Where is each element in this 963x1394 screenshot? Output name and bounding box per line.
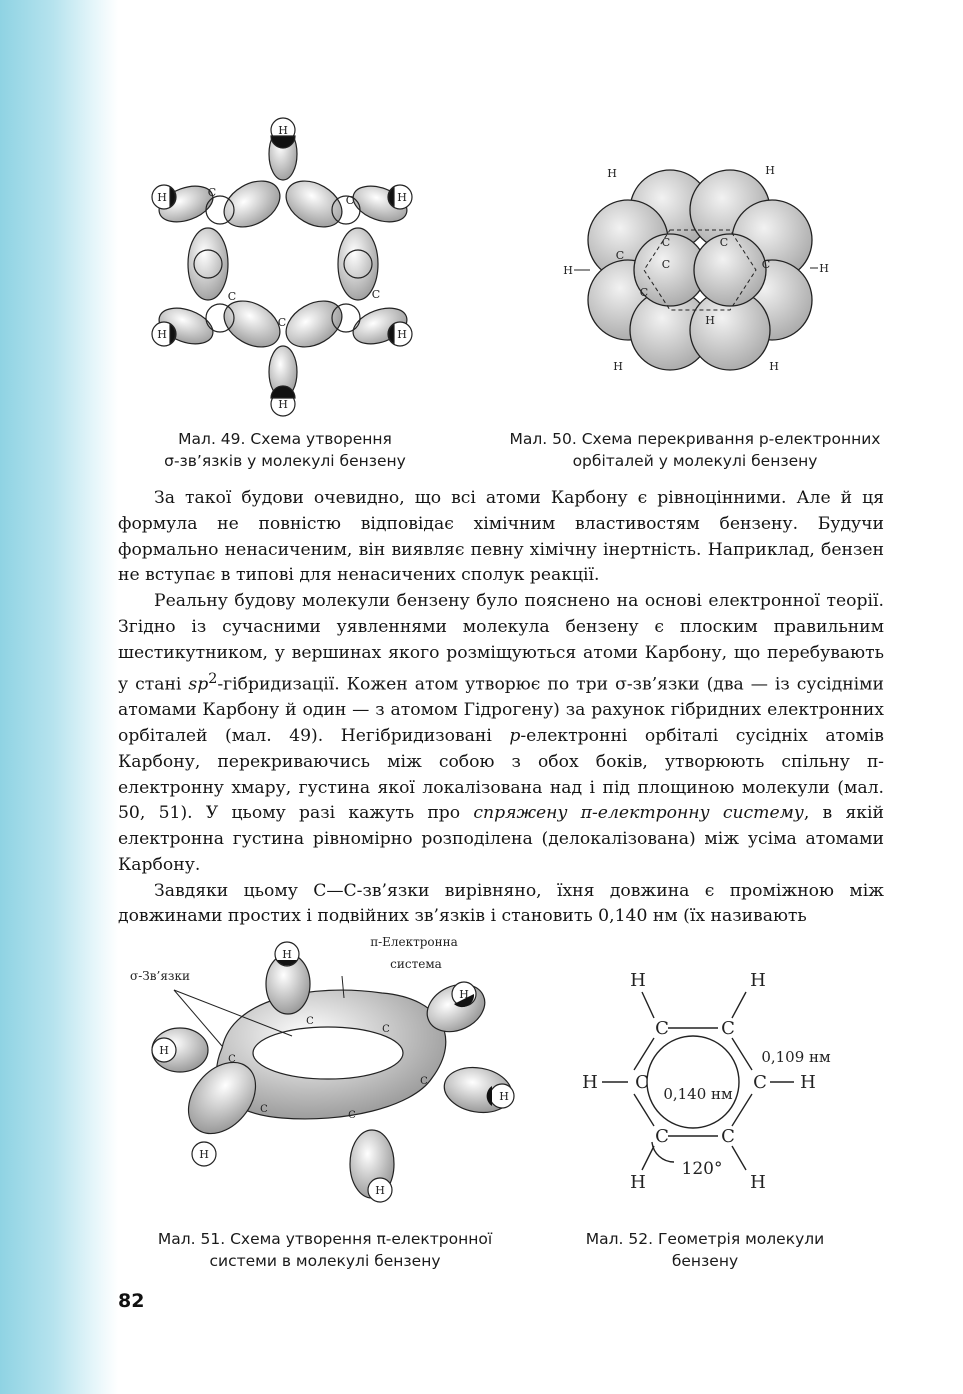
fig51-c-label: C bbox=[382, 1024, 390, 1035]
figure-52-benzene-geometry-diagram bbox=[570, 962, 860, 1197]
figure-50-caption: Мал. 50. Схема перекривання p-електронних орбіталей у молекулі бензену bbox=[509, 430, 881, 470]
paragraph-1: За такої будови очевидно, що всі атоми Карбону є рівноцінними. Але й ця формула не повністю відповідає хімічним властивостям бензену. Будучи формально ненасиченим, він виявляє певну хімічну інертність. Наприклад, бензен не вступає в типові для ненасичених сполук реакції. bbox=[118, 488, 884, 586]
fig52-c-label: C bbox=[655, 1018, 669, 1039]
side-color-band bbox=[0, 0, 118, 1394]
fig49-c-label: C bbox=[277, 316, 287, 329]
fig50-c-label: C bbox=[661, 258, 671, 271]
page-number: 82 bbox=[118, 1290, 145, 1312]
fig52-c-label: C bbox=[655, 1126, 669, 1147]
fig49-c-label: C bbox=[371, 288, 381, 301]
fig52-c-label: C bbox=[753, 1072, 767, 1093]
fig50-c-label: C bbox=[761, 258, 771, 271]
fig51-c-label: C bbox=[348, 1110, 356, 1121]
fig51-c-label: C bbox=[420, 1076, 428, 1087]
fig49-h-label: H bbox=[397, 191, 407, 204]
fig52-cc-bond-length: 0,140 нм bbox=[663, 1085, 733, 1103]
fig51-h-label: H bbox=[459, 988, 469, 1001]
fig52-h-label: H bbox=[750, 1172, 766, 1193]
fig51-pi-label-line1: π-Електронна bbox=[370, 935, 458, 949]
fig51-h-label: H bbox=[499, 1090, 509, 1103]
fig51-sigma-label: σ-Зв’язки bbox=[130, 969, 190, 983]
fig50-h-label: H bbox=[563, 264, 573, 277]
figure-51-caption: Мал. 51. Схема утворення π-електронної системи в молекулі бензену bbox=[157, 1230, 493, 1270]
figure-50-p-orbital-overlap-diagram bbox=[560, 150, 840, 390]
fig50-h-label: H bbox=[819, 262, 829, 275]
fig49-h-label: H bbox=[157, 328, 167, 341]
fig50-h-label: H bbox=[705, 314, 715, 327]
fig49-c-label: C bbox=[207, 186, 217, 199]
fig50-h-label: H bbox=[613, 360, 623, 373]
fig49-c-label: C bbox=[227, 290, 237, 303]
figure-51-pi-electron-system-diagram bbox=[112, 928, 532, 1218]
figure-49-caption: Мал. 49. Схема утворення σ-зв’язків у молекулі бензену bbox=[164, 430, 406, 470]
fig51-c-label: C bbox=[260, 1104, 268, 1115]
fig52-c-label: C bbox=[721, 1126, 735, 1147]
fig51-pi-label-line2: система bbox=[390, 957, 442, 971]
fig51-h-label: H bbox=[375, 1184, 385, 1197]
fig49-h-label: H bbox=[157, 191, 167, 204]
paragraph-3: Завдяки цьому C—C-зв’язки вирівняно, їхня довжина є проміжною між довжинами простих і подвійних зв’язків і становить 0,140 нм (їх називають bbox=[118, 880, 884, 927]
fig51-h-label: H bbox=[199, 1148, 209, 1161]
fig50-c-label: C bbox=[661, 236, 671, 249]
fig52-h-label: H bbox=[750, 970, 766, 991]
fig52-h-label: H bbox=[630, 1172, 646, 1193]
figure-49-sigma-bonds-diagram bbox=[140, 112, 430, 422]
fig49-c-label: C bbox=[345, 194, 355, 207]
fig50-c-label: C bbox=[615, 249, 625, 262]
fig50-h-label: H bbox=[769, 360, 779, 373]
fig50-c-label: C bbox=[719, 236, 729, 249]
fig51-h-label: H bbox=[282, 948, 292, 961]
fig49-h-label: H bbox=[278, 398, 288, 411]
fig50-c-label: C bbox=[639, 286, 649, 299]
fig52-h-label: H bbox=[800, 1072, 816, 1093]
fig51-h-label: H bbox=[159, 1044, 169, 1057]
fig52-h-label: H bbox=[630, 970, 646, 991]
fig50-h-label: H bbox=[607, 167, 617, 180]
fig51-c-label: C bbox=[228, 1054, 236, 1065]
fig52-ch-bond-length: 0,109 нм bbox=[761, 1048, 831, 1066]
fig52-h-label: H bbox=[582, 1072, 598, 1093]
fig52-c-label: C bbox=[635, 1072, 649, 1093]
body-text bbox=[118, 486, 884, 930]
fig49-h-label: H bbox=[397, 328, 407, 341]
fig50-h-label: H bbox=[765, 164, 775, 177]
fig49-h-label: H bbox=[278, 124, 288, 137]
figure-52-caption: Мал. 52. Геометрія молекули бензену bbox=[585, 1230, 825, 1270]
fig52-c-label: C bbox=[721, 1018, 735, 1039]
fig52-angle-label: 120° bbox=[681, 1159, 723, 1179]
fig51-c-label: C bbox=[306, 1016, 314, 1027]
paragraph-2: Реальну будову молекули бензену було пояснено на основі електронної теорії. Згідно із сучасними уявленнями молекула бензену є плоским правильним шестикутником, у вершинах якого розміщуються атоми Карбону, що перебувають у стані $sp^2$-гібридизації. Кожен атом утворює по три σ-зв’язки (два — із сусідніми атомами Карбону й один — з атомом Гідрогену) за рахунок гібридних електронних орбіталей (мал. 49). Негібридизовані p-електронні орбіталі сусідніх атомів Карбону, перекриваючись між собою з обох боків, утворюють спільну π-електронну хмару, густина якої локалізована над і під площиною молекули (мал. 50, 51). У цьому разі кажуть про спряжену π-електронну систему, в якій електронна густина рівномірно розподілена (делокалізована) між усіма атомами Карбону. bbox=[118, 591, 885, 875]
